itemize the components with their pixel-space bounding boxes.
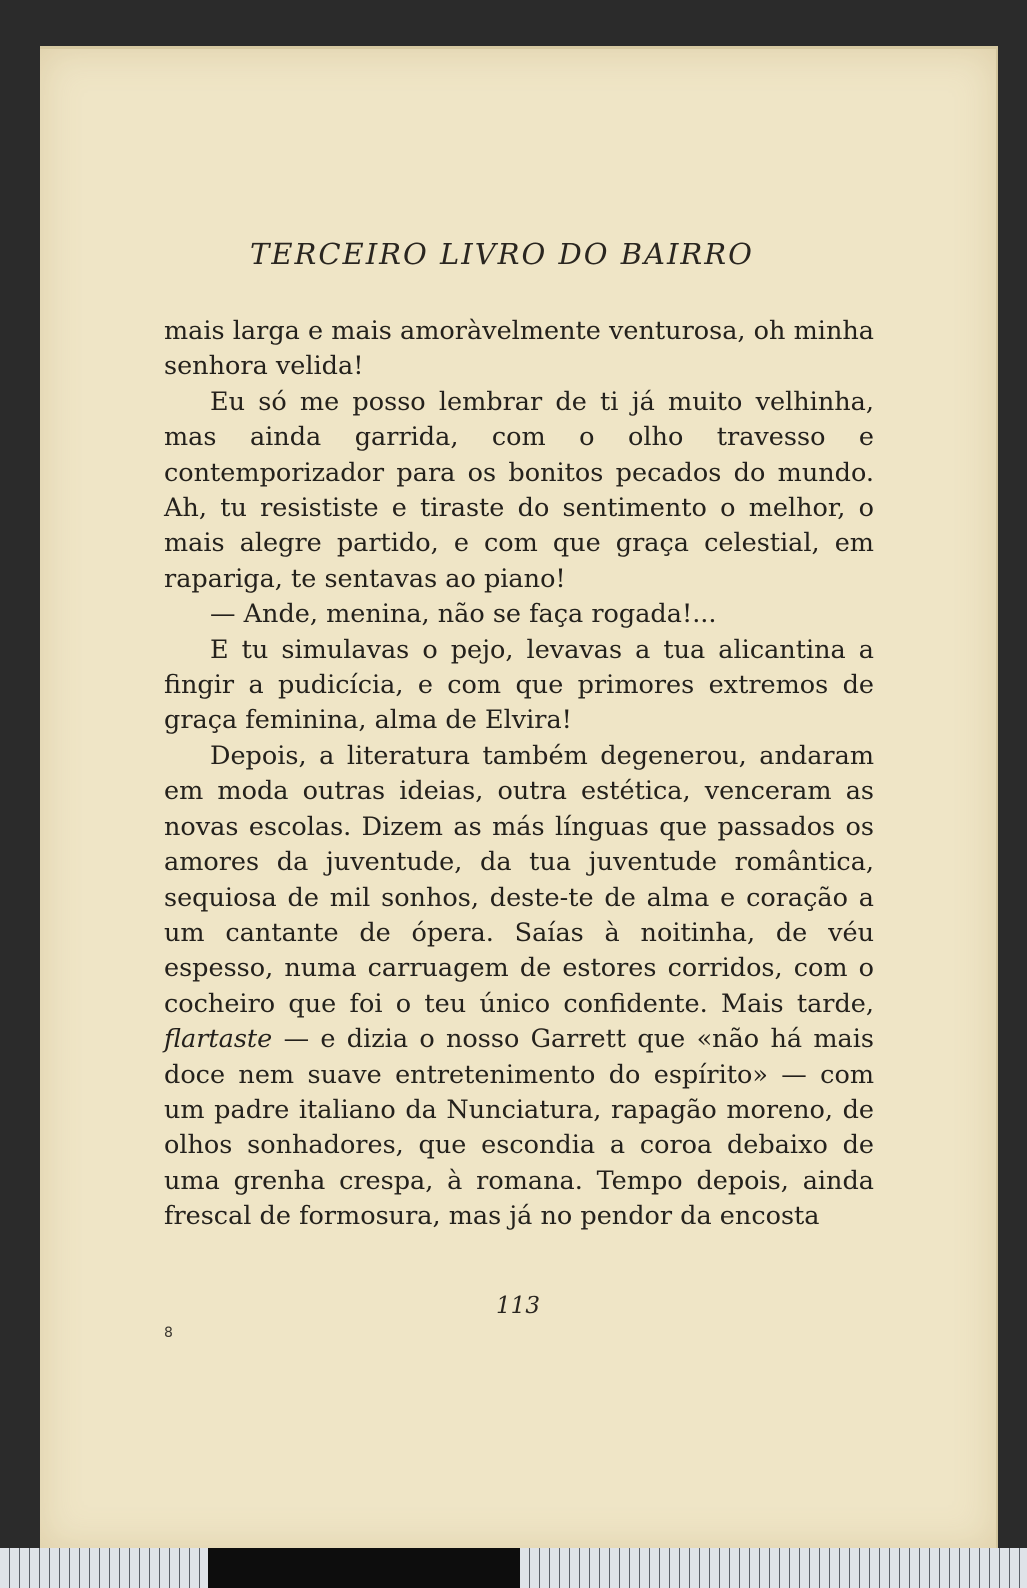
- page-number: 113: [496, 1293, 540, 1319]
- paragraph-text: Depois, a literatura também degenerou, andaram em moda outras ideias, outra estética, venceram as novas escolas. Dizem as más línguas que passados os amores da juventude, da tua juventude romântica, sequiosa de mil sonhos, deste-te de alma e coração a um cantante de ópera. Saías à noitinha, de véu espesso, numa carruagem de estores corridos, com o cocheiro que foi o teu único confidente. Mais tarde,: [164, 740, 874, 1019]
- ruler-segment-light: [520, 1548, 1027, 1588]
- body-text: [164, 314, 874, 1235]
- paragraph-text: — e dizia o nosso Garrett que «não há mais doce nem suave entretenimento do espírito» — com um padre italiano da Nunciatura, rapagão moreno, de olhos sonhadores, que escondia a coroa debaixo de uma grenha crespa, à romana. Tempo depois, ainda frescal de formosura, mas já no pendor da encosta: [164, 1024, 874, 1232]
- paragraph-dialogue: — Ande, menina, não se faça rogada!...: [210, 599, 717, 630]
- paragraph: [164, 739, 874, 1235]
- running-head: TERCEIRO LIVRO DO BAIRRO: [250, 237, 754, 271]
- italic-word: flartaste: [164, 1024, 273, 1055]
- paragraph: E tu simulavas o pejo, levavas a tua alicantina a fingir a pudicícia, e com que primores extremos de graça feminina, alma de Elvira!: [164, 634, 874, 736]
- paragraph: Eu só me posso lembrar de ti já muito velhinha, mas ainda garrida, com o olho travesso e contemporizador para os bonitos pecados do mundo. Ah, tu resististe e tiraste do sentimento o melhor, o mais alegre partido, e com que graça celestial, em rapariga, te sentavas ao piano!: [164, 386, 874, 594]
- signature-mark: 8: [164, 1325, 173, 1341]
- paragraph: mais larga e mais amoràvelmente venturosa, oh minha senhora velida!: [164, 316, 874, 382]
- book-page: [40, 46, 998, 1549]
- ruler-segment-light: [0, 1548, 208, 1588]
- ruler-segment-dark: [208, 1548, 520, 1588]
- scale-ruler: [0, 1548, 1027, 1588]
